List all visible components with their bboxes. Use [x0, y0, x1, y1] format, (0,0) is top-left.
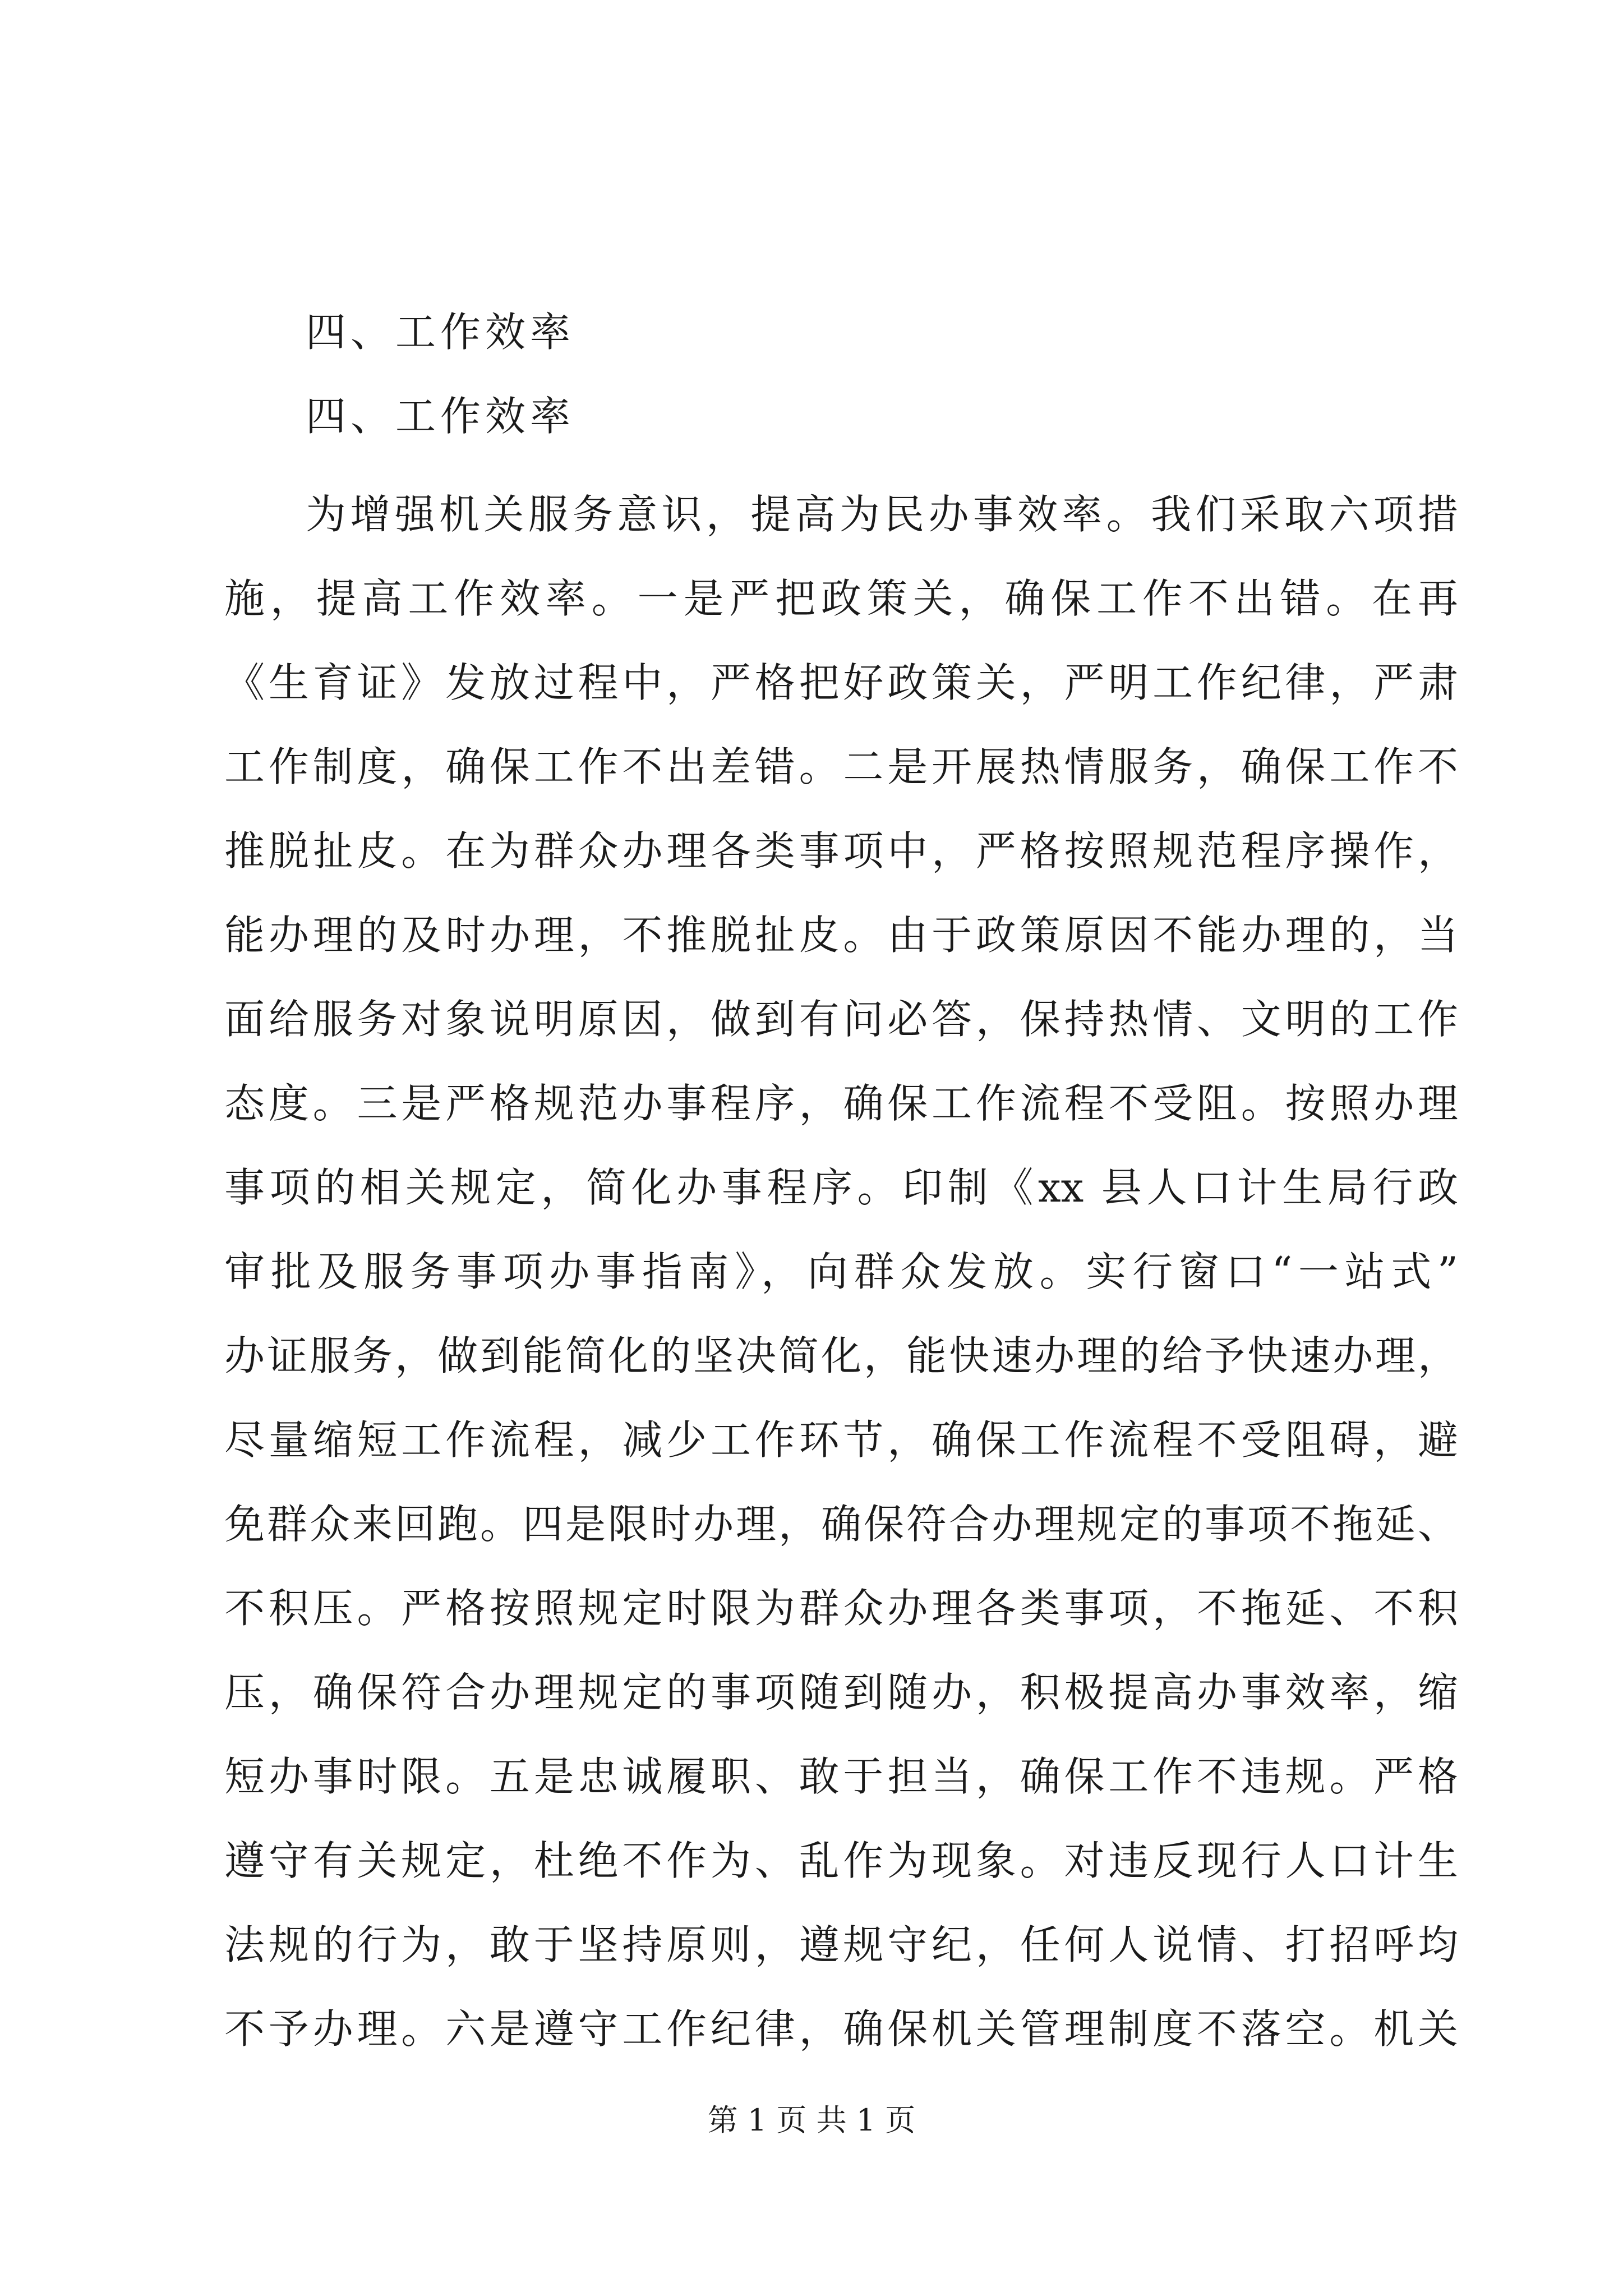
page-footer: 第 1 页 共 1 页	[707, 2102, 916, 2138]
body-line: 不予办理。六是遵守工作纪律，确保机关管理制度不落空。机关	[224, 2005, 1458, 2053]
body-line: 态度。三是严格规范办事程序，确保工作流程不受阻。按照办理	[224, 1080, 1458, 1127]
body-line: 工作制度，确保工作不出差错。二是开展热情服务，确保工作不	[224, 743, 1458, 790]
body-line: 不积压。严格按照规定时限为群众办理各类事项，不拖延、不积	[224, 1585, 1458, 1632]
body-line: 免群众来回跑。四是限时办理，确保符合办理规定的事项不拖延、	[224, 1501, 1458, 1548]
body-line: 推脱扯皮。在为群众办理各类事项中，严格按照规范程序操作，	[224, 827, 1458, 875]
section-heading: 四、工作效率	[306, 309, 575, 356]
body-line: 《生育证》发放过程中，严格把好政策关，严明工作纪律，严肃	[224, 659, 1458, 706]
section-heading-repeat: 四、工作效率	[306, 393, 575, 440]
body-line: 为增强机关服务意识，提高为民办事效率。我们采取六项措	[306, 491, 1458, 538]
body-line: 事项的相关规定，简化办事程序。印制《xx 县人口计生局行政	[224, 1164, 1458, 1211]
body-line: 尽量缩短工作流程，减少工作环节，确保工作流程不受阻碍，避	[224, 1416, 1458, 1464]
body-line: 压，确保符合办理规定的事项随到随办，积极提高办事效率，缩	[224, 1669, 1458, 1716]
body-paragraph	[224, 472, 1458, 2071]
body-line: 遵守有关规定，杜绝不作为、乱作为现象。对违反现行人口计生	[224, 1837, 1458, 1884]
body-line: 法规的行为，敢于坚持原则，遵规守纪，任何人说情、打招呼均	[224, 1921, 1458, 1968]
body-line: 办证服务，做到能简化的坚决简化，能快速办理的给予快速办理，	[224, 1332, 1458, 1379]
body-line: 短办事时限。五是忠诚履职、敢于担当，确保工作不违规。严格	[224, 1753, 1458, 1800]
body-line: 能办理的及时办理，不推脱扯皮。由于政策原因不能办理的，当	[224, 912, 1458, 959]
body-line: 施，提高工作效率。一是严把政策关，确保工作不出错。在再	[224, 575, 1458, 622]
body-line: 面给服务对象说明原因，做到有问必答，保持热情、文明的工作	[224, 996, 1458, 1043]
body-line: 审批及服务事项办事指南》，向群众发放。实行窗口“一站式”	[224, 1248, 1458, 1295]
